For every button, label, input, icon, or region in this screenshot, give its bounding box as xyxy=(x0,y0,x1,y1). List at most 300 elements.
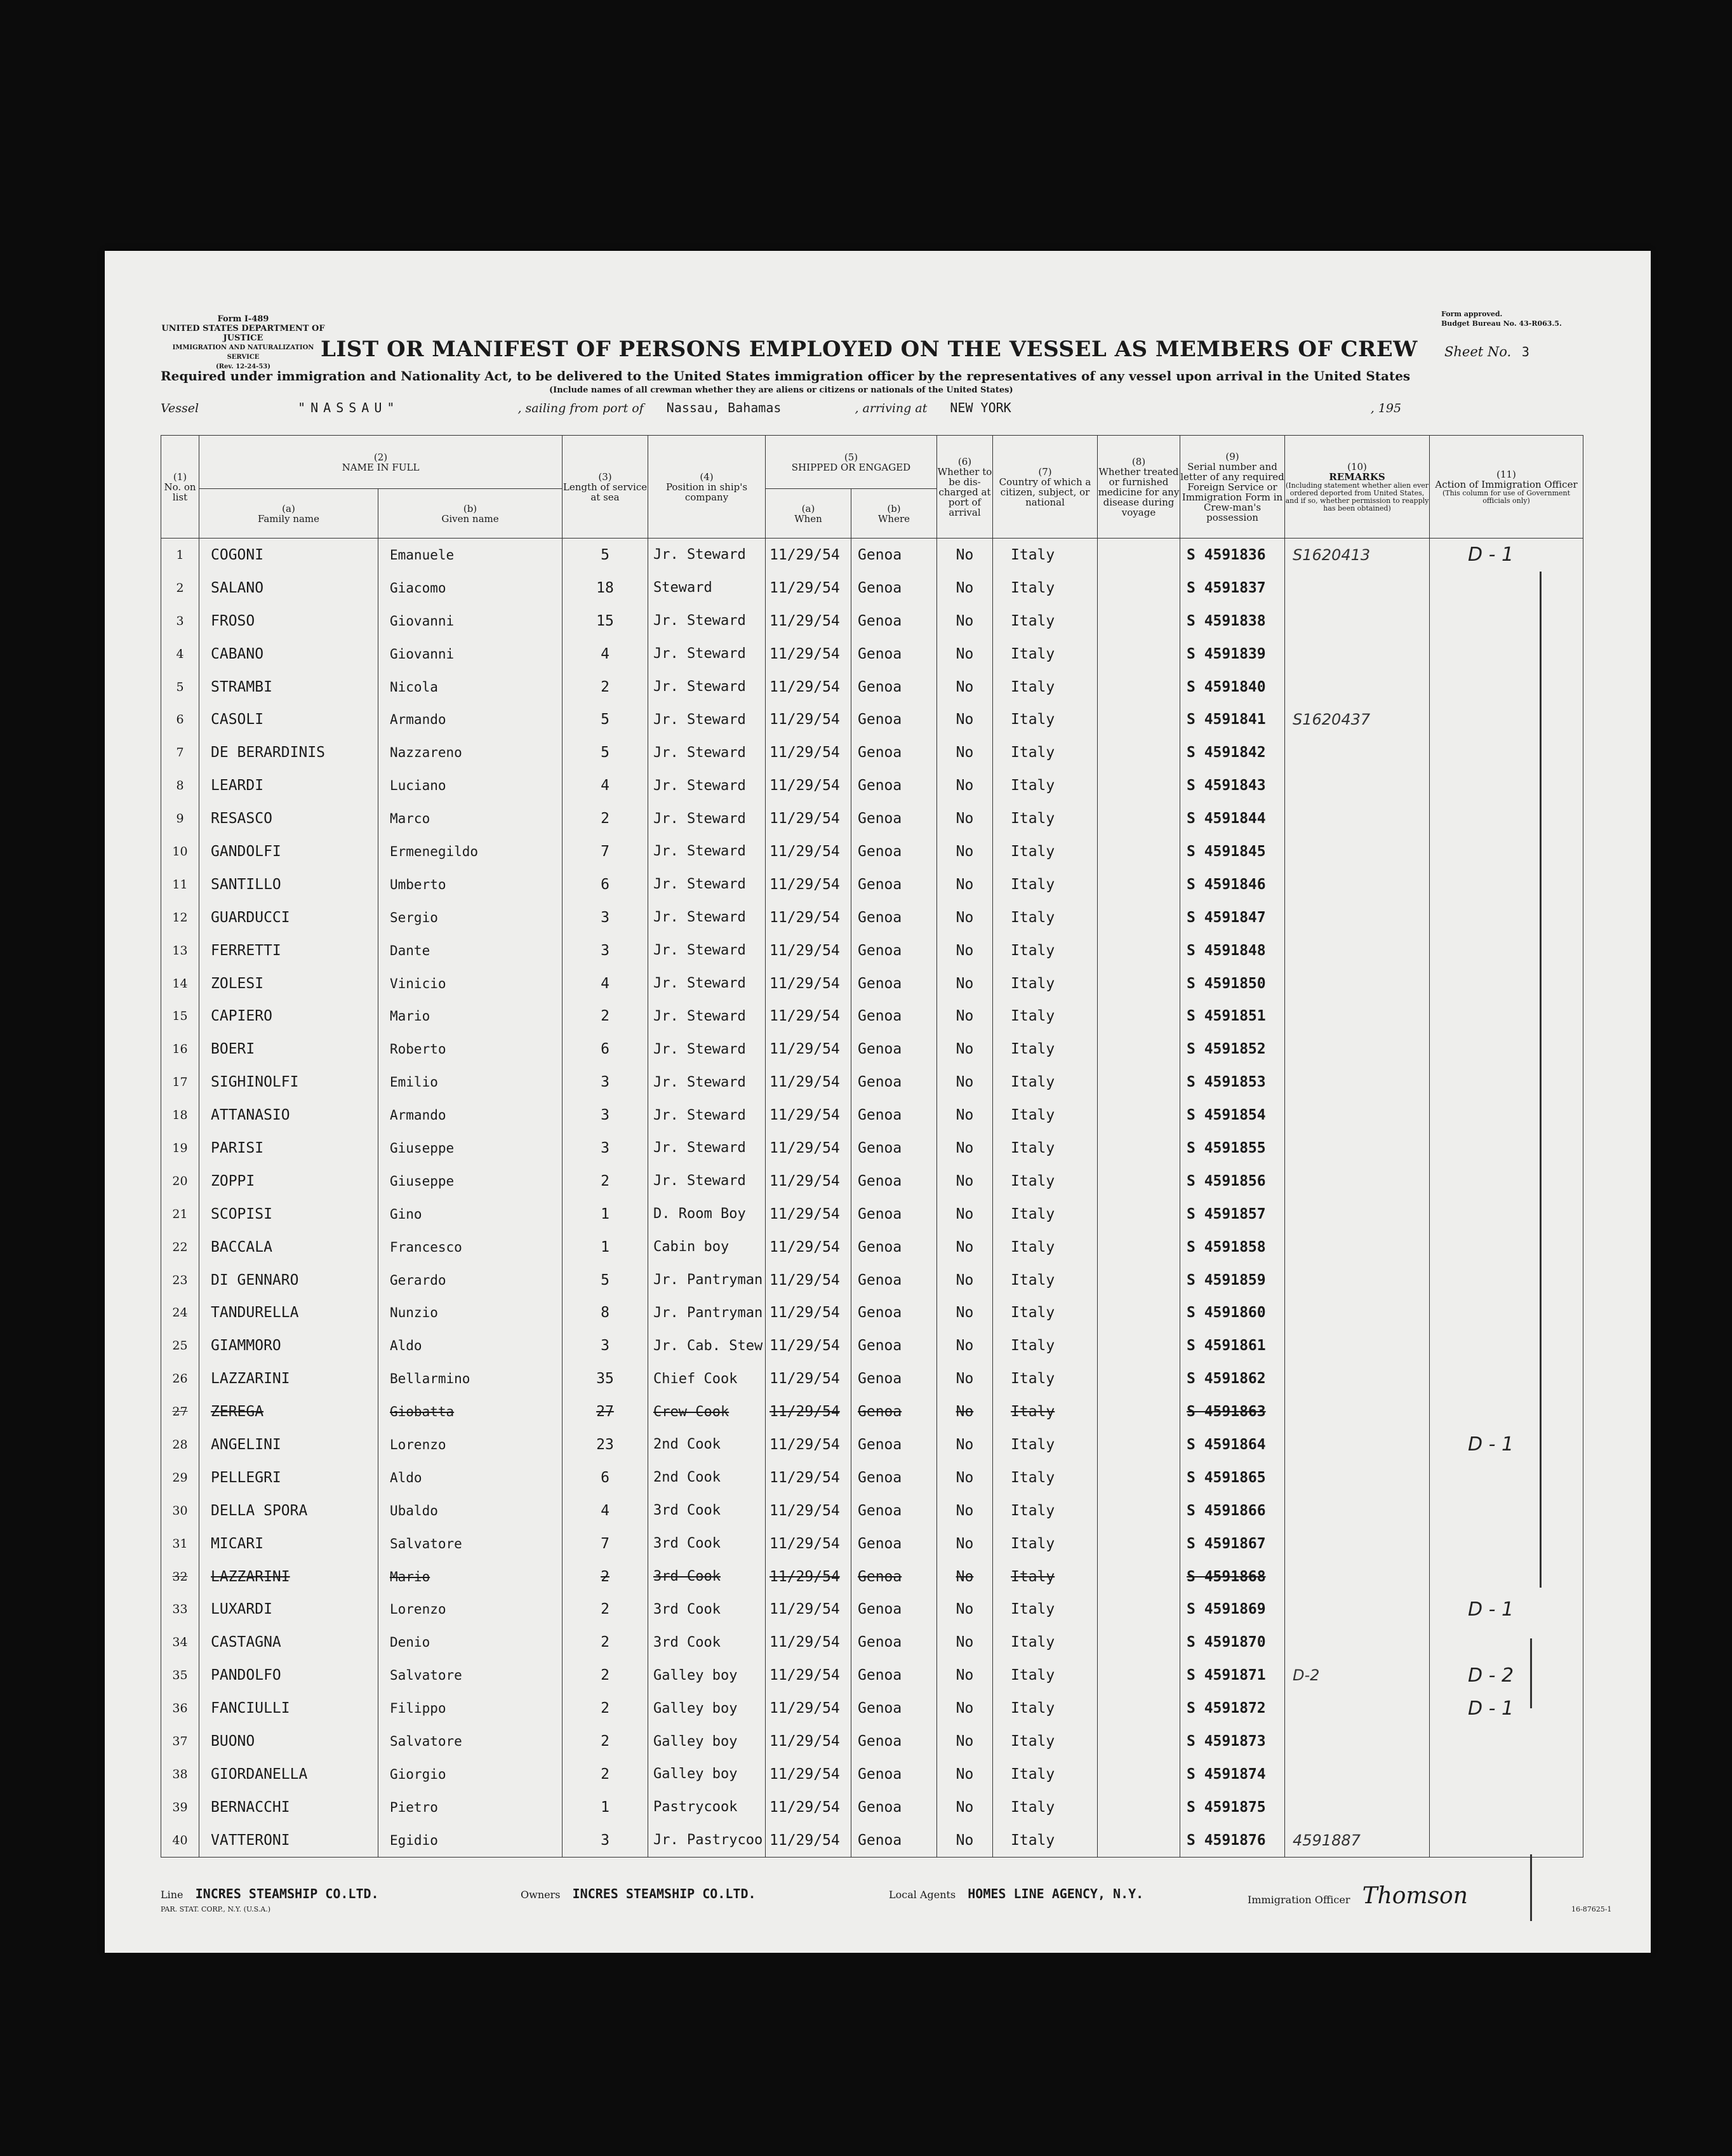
table-row xyxy=(161,1165,1583,1198)
cell-disch: No xyxy=(937,1560,993,1593)
header-position: (4) Position in ship's company xyxy=(648,436,766,539)
cell-remarks xyxy=(1285,1494,1430,1527)
cell-family: LAZZARINI xyxy=(199,1560,378,1593)
cell-remarks xyxy=(1285,1329,1430,1362)
cell-position: Steward xyxy=(648,572,766,605)
cell-serial: S 4591858 xyxy=(1180,1231,1285,1264)
cell-no: 12 xyxy=(161,901,199,934)
cell-action xyxy=(1430,1791,1583,1824)
cell-when: 11/29/54 xyxy=(766,539,851,572)
cell-medicine xyxy=(1098,1725,1180,1758)
cell-given: Giuseppe xyxy=(378,1165,563,1198)
cell-given: Salvatore xyxy=(378,1527,563,1560)
cell-family: BOERI xyxy=(199,1033,378,1066)
cell-country: Italy xyxy=(993,1824,1098,1857)
cell-action xyxy=(1430,769,1583,802)
table-row xyxy=(161,868,1583,901)
cell-length: 2 xyxy=(563,1725,648,1758)
cell-disch: No xyxy=(937,934,993,967)
year-label: , 195 xyxy=(1370,401,1402,415)
cell-when: 11/29/54 xyxy=(766,1099,851,1132)
cell-length: 6 xyxy=(563,868,648,901)
cell-when: 11/29/54 xyxy=(766,1560,851,1593)
cell-no: 29 xyxy=(161,1461,199,1494)
cell-no: 1 xyxy=(161,539,199,572)
cell-medicine xyxy=(1098,1428,1180,1461)
cell-remarks xyxy=(1285,1000,1430,1033)
table-row xyxy=(161,1264,1583,1297)
cell-disch: No xyxy=(937,1494,993,1527)
cell-serial: S 4591873 xyxy=(1180,1725,1285,1758)
cell-disch: No xyxy=(937,1659,993,1692)
cell-length: 3 xyxy=(563,934,648,967)
cell-length: 6 xyxy=(563,1461,648,1494)
cell-position: 3rd Cook xyxy=(648,1527,766,1560)
header-name: (2) NAME IN FULL xyxy=(199,436,563,489)
cell-family: ZOLESI xyxy=(199,967,378,1000)
cell-when: 11/29/54 xyxy=(766,1264,851,1297)
cell-family: BERNACCHI xyxy=(199,1791,378,1824)
cell-when: 11/29/54 xyxy=(766,1132,851,1165)
footer-line xyxy=(161,1886,379,1901)
form-number: Form I-489 xyxy=(217,314,269,324)
cell-medicine xyxy=(1098,1758,1180,1791)
cell-action xyxy=(1430,1132,1583,1165)
cell-country: Italy xyxy=(993,539,1098,572)
cell-disch: No xyxy=(937,1527,993,1560)
budget-bureau: Budget Bureau No. 43-R063.5. xyxy=(1441,319,1562,328)
owners-label: Owners xyxy=(521,1889,561,1901)
cell-country: Italy xyxy=(993,1132,1098,1165)
cell-family: CAPIERO xyxy=(199,1000,378,1033)
footer-agents xyxy=(889,1886,1143,1901)
cell-medicine xyxy=(1098,967,1180,1000)
cell-family: FERRETTI xyxy=(199,934,378,967)
cell-medicine xyxy=(1098,605,1180,638)
cell-position: Jr. Steward xyxy=(648,802,766,835)
cell-when: 11/29/54 xyxy=(766,1033,851,1066)
cell-length: 2 xyxy=(563,1165,648,1198)
cell-country: Italy xyxy=(993,1494,1098,1527)
cell-disch: No xyxy=(937,967,993,1000)
cell-where: Genoa xyxy=(851,1000,937,1033)
cell-where: Genoa xyxy=(851,1659,937,1692)
cell-disch: No xyxy=(937,638,993,671)
cell-given: Giacomo xyxy=(378,572,563,605)
action-bracket-line xyxy=(1530,1854,1532,1921)
table-row xyxy=(161,1461,1583,1494)
cell-where: Genoa xyxy=(851,671,937,704)
departure-port: Nassau, Bahamas xyxy=(666,400,782,415)
table-row xyxy=(161,1494,1583,1527)
cell-family: BACCALA xyxy=(199,1231,378,1264)
cell-medicine xyxy=(1098,671,1180,704)
header-no: (1) No. on list xyxy=(161,436,199,539)
service: IMMIGRATION AND NATURALIZATION SERVICE xyxy=(172,344,314,361)
cell-action xyxy=(1430,967,1583,1000)
cell-family: ATTANASIO xyxy=(199,1099,378,1132)
cell-when: 11/29/54 xyxy=(766,1494,851,1527)
cell-disch: No xyxy=(937,539,993,572)
cell-serial: S 4591843 xyxy=(1180,769,1285,802)
cell-disch: No xyxy=(937,868,993,901)
cell-medicine xyxy=(1098,1198,1180,1231)
cell-length: 18 xyxy=(563,572,648,605)
cell-given: Denio xyxy=(378,1626,563,1659)
cell-given: Aldo xyxy=(378,1461,563,1494)
cell-remarks xyxy=(1285,1362,1430,1395)
cell-where: Genoa xyxy=(851,1099,937,1132)
cell-position: Cabin boy xyxy=(648,1231,766,1264)
cell-family: SIGHINOLFI xyxy=(199,1066,378,1099)
cell-when: 11/29/54 xyxy=(766,605,851,638)
cell-action xyxy=(1430,1165,1583,1198)
cell-length: 2 xyxy=(563,1000,648,1033)
cell-family: DE BERARDINIS xyxy=(199,736,378,769)
table-row xyxy=(161,1395,1583,1428)
cell-disch: No xyxy=(937,1428,993,1461)
cell-length: 2 xyxy=(563,1659,648,1692)
cell-disch: No xyxy=(937,1824,993,1857)
cell-country: Italy xyxy=(993,1626,1098,1659)
cell-length: 2 xyxy=(563,1626,648,1659)
cell-country: Italy xyxy=(993,868,1098,901)
cell-length: 5 xyxy=(563,539,648,572)
cell-where: Genoa xyxy=(851,1461,937,1494)
cell-position: Galley boy xyxy=(648,1758,766,1791)
cell-given: Umberto xyxy=(378,868,563,901)
cell-length: 2 xyxy=(563,1593,648,1626)
cell-when: 11/29/54 xyxy=(766,1395,851,1428)
sheet-value: 3 xyxy=(1521,344,1529,359)
table-row xyxy=(161,1198,1583,1231)
table-row xyxy=(161,671,1583,704)
cell-medicine xyxy=(1098,1527,1180,1560)
cell-disch: No xyxy=(937,1033,993,1066)
cell-country: Italy xyxy=(993,1659,1098,1692)
cell-action: D - 1 xyxy=(1430,1593,1583,1626)
cell-where: Genoa xyxy=(851,1329,937,1362)
cell-given: Bellarmino xyxy=(378,1362,563,1395)
cell-given: Dante xyxy=(378,934,563,967)
cell-family: CABANO xyxy=(199,638,378,671)
cell-family: DELLA SPORA xyxy=(199,1494,378,1527)
cell-no: 35 xyxy=(161,1659,199,1692)
header-where: (b) Where xyxy=(851,489,937,539)
cell-when: 11/29/54 xyxy=(766,802,851,835)
cell-family: PARISI xyxy=(199,1132,378,1165)
cell-given: Marco xyxy=(378,802,563,835)
cell-country: Italy xyxy=(993,1758,1098,1791)
cell-length: 3 xyxy=(563,1132,648,1165)
form-code: 16-87625-1 xyxy=(1571,1905,1612,1913)
cell-length: 3 xyxy=(563,901,648,934)
cell-no: 39 xyxy=(161,1791,199,1824)
cell-remarks: S1620413 xyxy=(1285,539,1430,572)
cell-disch: No xyxy=(937,1725,993,1758)
cell-length: 8 xyxy=(563,1296,648,1329)
cell-where: Genoa xyxy=(851,572,937,605)
cell-remarks xyxy=(1285,868,1430,901)
table-row xyxy=(161,1362,1583,1395)
cell-no: 36 xyxy=(161,1692,199,1725)
cell-given: Ermenegildo xyxy=(378,835,563,868)
cell-when: 11/29/54 xyxy=(766,1791,851,1824)
cell-disch: No xyxy=(937,1329,993,1362)
agents-value: HOMES LINE AGENCY, N.Y. xyxy=(968,1886,1144,1901)
table-row xyxy=(161,1033,1583,1066)
cell-position: Jr. Steward xyxy=(648,769,766,802)
cell-medicine xyxy=(1098,1099,1180,1132)
cell-position: Jr. Pastrycoo xyxy=(648,1824,766,1857)
cell-serial: S 4591856 xyxy=(1180,1165,1285,1198)
cell-given: Francesco xyxy=(378,1231,563,1264)
cell-where: Genoa xyxy=(851,1198,937,1231)
printer-line: PAR. STAT. CORP., N.Y. (U.S.A.) xyxy=(161,1905,270,1913)
cell-where: Genoa xyxy=(851,1560,937,1593)
cell-length: 4 xyxy=(563,1494,648,1527)
cell-where: Genoa xyxy=(851,638,937,671)
cell-remarks xyxy=(1285,1231,1430,1264)
header-country: (7) Country of which a citizen, subject, or national xyxy=(993,436,1098,539)
cell-country: Italy xyxy=(993,703,1098,736)
cell-serial: S 4591876 xyxy=(1180,1824,1285,1857)
cell-country: Italy xyxy=(993,1527,1098,1560)
cell-serial: S 4591857 xyxy=(1180,1198,1285,1231)
header-discharged: (6) Whether to be dis-charged at port of arrival xyxy=(937,436,993,539)
cell-remarks xyxy=(1285,605,1430,638)
cell-action xyxy=(1430,1527,1583,1560)
cell-action xyxy=(1430,1296,1583,1329)
cell-serial: S 4591871 xyxy=(1180,1659,1285,1692)
cell-no: 9 xyxy=(161,802,199,835)
cell-medicine xyxy=(1098,1132,1180,1165)
table-row xyxy=(161,769,1583,802)
cell-when: 11/29/54 xyxy=(766,671,851,704)
cell-given: Giovanni xyxy=(378,605,563,638)
cell-position: 3rd Cook xyxy=(648,1494,766,1527)
cell-family: STRAMBI xyxy=(199,671,378,704)
cell-length: 3 xyxy=(563,1066,648,1099)
cell-action xyxy=(1430,1758,1583,1791)
cell-country: Italy xyxy=(993,769,1098,802)
cell-given: Aldo xyxy=(378,1329,563,1362)
cell-serial: S 4591872 xyxy=(1180,1692,1285,1725)
table-row xyxy=(161,1626,1583,1659)
sheet-number xyxy=(1444,344,1529,359)
cell-length: 7 xyxy=(563,835,648,868)
cell-disch: No xyxy=(937,671,993,704)
cell-when: 11/29/54 xyxy=(766,1198,851,1231)
cell-position: Jr. Steward xyxy=(648,703,766,736)
cell-given: Gerardo xyxy=(378,1264,563,1297)
cell-medicine xyxy=(1098,638,1180,671)
cell-given: Luciano xyxy=(378,769,563,802)
cell-given: Giobatta xyxy=(378,1395,563,1428)
cell-medicine xyxy=(1098,1165,1180,1198)
cell-family: GIAMMORO xyxy=(199,1329,378,1362)
cell-country: Italy xyxy=(993,1428,1098,1461)
manifest-sheet xyxy=(105,251,1651,1953)
header-family-name: (a) Family name xyxy=(199,489,378,539)
footer-owners xyxy=(521,1886,756,1901)
cell-family: PANDOLFO xyxy=(199,1659,378,1692)
table-row xyxy=(161,1824,1583,1857)
cell-remarks: D-2 xyxy=(1285,1659,1430,1692)
cell-remarks xyxy=(1285,1758,1430,1791)
cell-medicine xyxy=(1098,1791,1180,1824)
table-row xyxy=(161,539,1583,572)
cell-action xyxy=(1430,1033,1583,1066)
cell-serial: S 4591863 xyxy=(1180,1395,1285,1428)
cell-length: 4 xyxy=(563,769,648,802)
cell-position: Pastrycook xyxy=(648,1791,766,1824)
cell-position: 3rd Cook xyxy=(648,1593,766,1626)
cell-family: LEARDI xyxy=(199,769,378,802)
table-row xyxy=(161,802,1583,835)
cell-given: Lorenzo xyxy=(378,1593,563,1626)
cell-family: GIORDANELLA xyxy=(199,1758,378,1791)
cell-serial: S 4591870 xyxy=(1180,1626,1285,1659)
form-approved: Form approved. xyxy=(1441,310,1503,318)
arrival-port: NEW YORK xyxy=(950,400,1011,415)
cell-no: 15 xyxy=(161,1000,199,1033)
cell-medicine xyxy=(1098,703,1180,736)
cell-given: Nicola xyxy=(378,671,563,704)
cell-serial: S 4591868 xyxy=(1180,1560,1285,1593)
cell-when: 11/29/54 xyxy=(766,1329,851,1362)
sailing-label: , sailing from port of xyxy=(517,401,644,415)
cell-no: 38 xyxy=(161,1758,199,1791)
cell-remarks xyxy=(1285,1066,1430,1099)
cell-disch: No xyxy=(937,1362,993,1395)
cell-position: D. Room Boy xyxy=(648,1198,766,1231)
cell-serial: S 4591865 xyxy=(1180,1461,1285,1494)
cell-country: Italy xyxy=(993,934,1098,967)
cell-position: Jr. Pantryman xyxy=(648,1296,766,1329)
cell-remarks xyxy=(1285,1626,1430,1659)
owners-value: INCRES STEAMSHIP CO.LTD. xyxy=(572,1886,756,1901)
cell-where: Genoa xyxy=(851,703,937,736)
cell-no: 8 xyxy=(161,769,199,802)
cell-length: 35 xyxy=(563,1362,648,1395)
cell-disch: No xyxy=(937,1593,993,1626)
cell-remarks: 4591887 xyxy=(1285,1824,1430,1857)
cell-family: LUXARDI xyxy=(199,1593,378,1626)
cell-length: 5 xyxy=(563,736,648,769)
cell-action xyxy=(1430,1099,1583,1132)
cell-country: Italy xyxy=(993,1264,1098,1297)
cell-family: GANDOLFI xyxy=(199,835,378,868)
cell-medicine xyxy=(1098,1362,1180,1395)
cell-given: Gino xyxy=(378,1198,563,1231)
cell-disch: No xyxy=(937,736,993,769)
cell-country: Italy xyxy=(993,1461,1098,1494)
cell-serial: S 4591851 xyxy=(1180,1000,1285,1033)
cell-where: Genoa xyxy=(851,1593,937,1626)
cell-when: 11/29/54 xyxy=(766,967,851,1000)
table-row xyxy=(161,703,1583,736)
cell-country: Italy xyxy=(993,1560,1098,1593)
cell-family: VATTERONI xyxy=(199,1824,378,1857)
subtitle: Required under immigration and Nationality Act, to be delivered to the United States immigration officer by the representatives of any vessel upon arrival in the United States xyxy=(161,368,1411,384)
cell-when: 11/29/54 xyxy=(766,901,851,934)
cell-country: Italy xyxy=(993,1033,1098,1066)
cell-disch: No xyxy=(937,1000,993,1033)
cell-where: Genoa xyxy=(851,1626,937,1659)
revision: (Rev. 12-24-53) xyxy=(216,363,270,370)
cell-length: 1 xyxy=(563,1198,648,1231)
cell-serial: S 4591836 xyxy=(1180,539,1285,572)
cell-family: SALANO xyxy=(199,572,378,605)
cell-remarks xyxy=(1285,671,1430,704)
cell-disch: No xyxy=(937,1296,993,1329)
cell-given: Nunzio xyxy=(378,1296,563,1329)
cell-country: Italy xyxy=(993,835,1098,868)
cell-remarks xyxy=(1285,1264,1430,1297)
cell-action: D - 1 xyxy=(1430,1428,1583,1461)
cell-no: 40 xyxy=(161,1824,199,1857)
cell-family: FROSO xyxy=(199,605,378,638)
cell-given: Mario xyxy=(378,1000,563,1033)
cell-remarks xyxy=(1285,572,1430,605)
cell-when: 11/29/54 xyxy=(766,1626,851,1659)
cell-family: LAZZARINI xyxy=(199,1362,378,1395)
cell-where: Genoa xyxy=(851,967,937,1000)
cell-no: 37 xyxy=(161,1725,199,1758)
cell-position: 2nd Cook xyxy=(648,1461,766,1494)
cell-where: Genoa xyxy=(851,1362,937,1395)
cell-no: 25 xyxy=(161,1329,199,1362)
header-shipped: (5) SHIPPED OR ENGAGED xyxy=(766,436,937,489)
cell-country: Italy xyxy=(993,1000,1098,1033)
cell-no: 5 xyxy=(161,671,199,704)
cell-where: Genoa xyxy=(851,1296,937,1329)
cell-length: 3 xyxy=(563,1824,648,1857)
cell-length: 4 xyxy=(563,638,648,671)
cell-position: Jr. Steward xyxy=(648,1165,766,1198)
cell-position: Crew Cook xyxy=(648,1395,766,1428)
cell-family: CASOLI xyxy=(199,703,378,736)
cell-length: 2 xyxy=(563,1560,648,1593)
cell-when: 11/29/54 xyxy=(766,1527,851,1560)
cell-action xyxy=(1430,605,1583,638)
cell-remarks xyxy=(1285,1033,1430,1066)
cell-when: 11/29/54 xyxy=(766,1824,851,1857)
cell-medicine xyxy=(1098,1461,1180,1494)
cell-disch: No xyxy=(937,1165,993,1198)
cell-when: 11/29/54 xyxy=(766,1000,851,1033)
cell-family: FANCIULLI xyxy=(199,1692,378,1725)
cell-length: 1 xyxy=(563,1791,648,1824)
cell-family: DI GENNARO xyxy=(199,1264,378,1297)
cell-when: 11/29/54 xyxy=(766,1659,851,1692)
table-row xyxy=(161,1725,1583,1758)
cell-serial: S 4591860 xyxy=(1180,1296,1285,1329)
line-label: Line xyxy=(161,1889,183,1901)
sheet-label: Sheet No. xyxy=(1444,344,1512,359)
cell-when: 11/29/54 xyxy=(766,1231,851,1264)
page-title: LIST OR MANIFEST OF PERSONS EMPLOYED ON THE VESSEL AS MEMBERS OF CREW xyxy=(321,337,1418,362)
cell-remarks xyxy=(1285,1725,1430,1758)
cell-remarks xyxy=(1285,1099,1430,1132)
table-row xyxy=(161,736,1583,769)
cell-no: 21 xyxy=(161,1198,199,1231)
cell-length: 2 xyxy=(563,671,648,704)
cell-where: Genoa xyxy=(851,1527,937,1560)
cell-no: 23 xyxy=(161,1264,199,1297)
cell-action: D - 2 xyxy=(1430,1659,1583,1692)
